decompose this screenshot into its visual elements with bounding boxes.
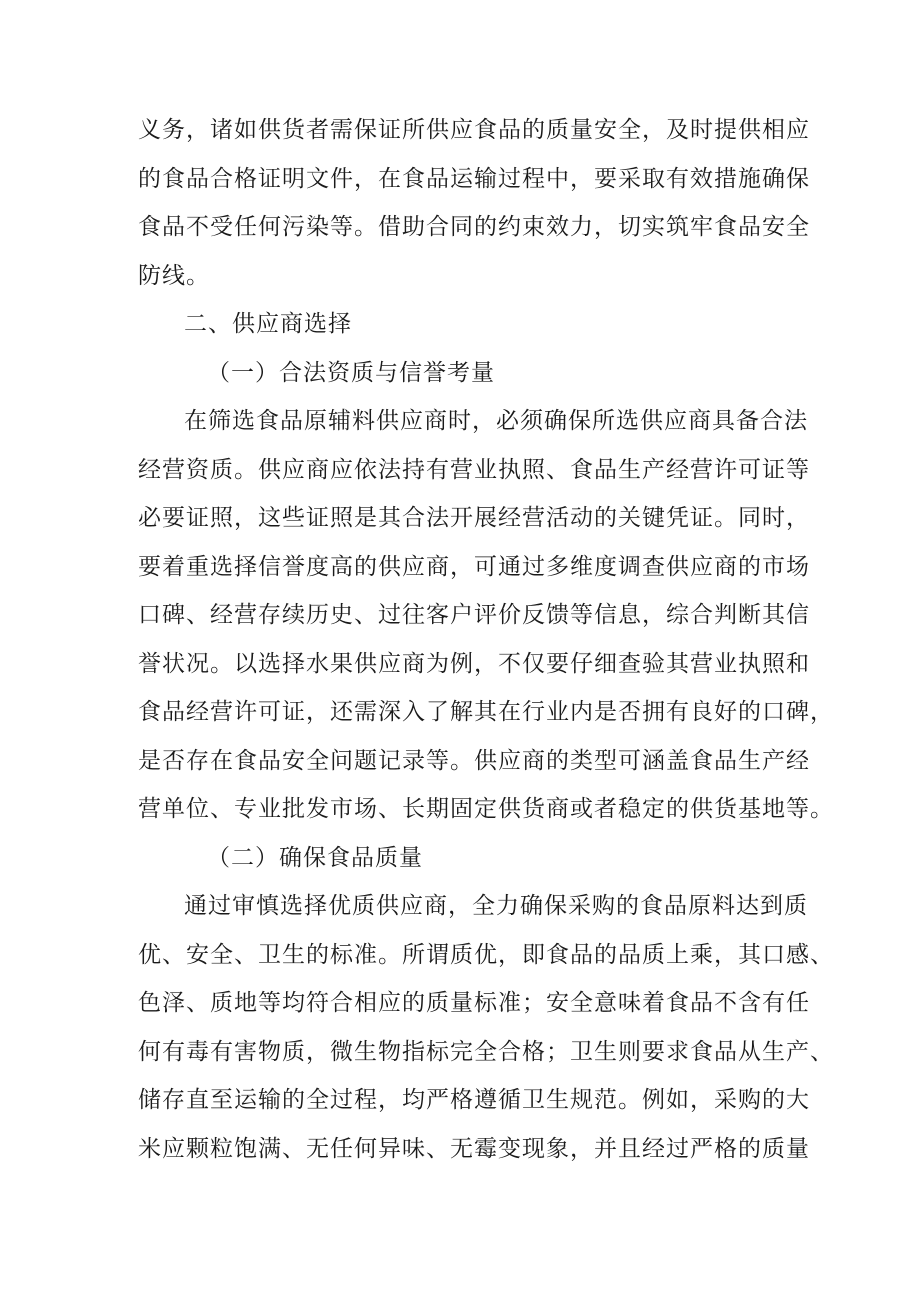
- text-line: 色泽、质地等均符合相应的质量标准；安全意味着食品不含有任: [138, 990, 810, 1016]
- subsection-heading: （一）合法资质与信誉考量: [207, 359, 495, 386]
- text-line: 经营资质。供应商应依法持有营业执照、食品生产经营许可证等: [138, 456, 810, 483]
- text-line: 必要证照，这些证照是其合法开展经营活动的关键凭证。同时，: [138, 505, 810, 531]
- document-body: [138, 106, 834, 1173]
- text-line: 义务，诸如供货者需保证所供应食品的质量安全，及时提供相应: [138, 117, 810, 143]
- paragraph-contract-obligations: [138, 106, 810, 300]
- text-line: 通过审慎选择优质供应商，全力确保采购的食品原料达到质: [184, 893, 808, 919]
- text-line: 誉状况。以选择水果供应商为例，不仅要仔细查验其营业执照和: [138, 650, 810, 677]
- text-line: 食品经营许可证，还需深入了解其在行业内是否拥有良好的口碑，: [138, 699, 834, 725]
- text-line: 防线。: [138, 262, 210, 289]
- text-line: 是否存在食品安全问题记录等。供应商的类型可涵盖食品生产经: [138, 747, 810, 774]
- text-line: 营单位、专业批发市场、长期固定供货商或者稳定的供货基地等。: [138, 796, 834, 822]
- text-line: 食品不受任何污染等。借助合同的约束效力，切实筑牢食品安全: [138, 214, 810, 240]
- section-heading: 二、供应商选择: [184, 311, 352, 337]
- paragraph-food-quality: [138, 882, 834, 1173]
- paragraph-qualification: [138, 397, 834, 834]
- text-line: 在筛选食品原辅料供应商时，必须确保所选供应商具备合法: [184, 408, 808, 434]
- subsection-heading: （二）确保食品质量: [207, 844, 423, 871]
- text-line: 的食品合格证明文件，在食品运输过程中，要采取有效措施确保: [138, 165, 810, 192]
- text-line: 何有毒有害物质，微生物指标完全合格；卫生则要求食品从生产、: [138, 1038, 834, 1065]
- text-line: 口碑、经营存续历史、过往客户评价反馈等信息，综合判断其信: [138, 602, 810, 628]
- text-line: 储存直至运输的全过程，均严格遵循卫生规范。例如，采购的大: [138, 1087, 810, 1113]
- text-line: 要着重选择信誉度高的供应商，可通过多维度调查供应商的市场: [138, 553, 810, 580]
- text-line: 优、安全、卫生的标准。所谓质优，即食品的品质上乘，其口感、: [138, 941, 834, 968]
- text-line: 米应颗粒饱满、无任何异味、无霉变现象，并且经过严格的质量: [138, 1135, 810, 1162]
